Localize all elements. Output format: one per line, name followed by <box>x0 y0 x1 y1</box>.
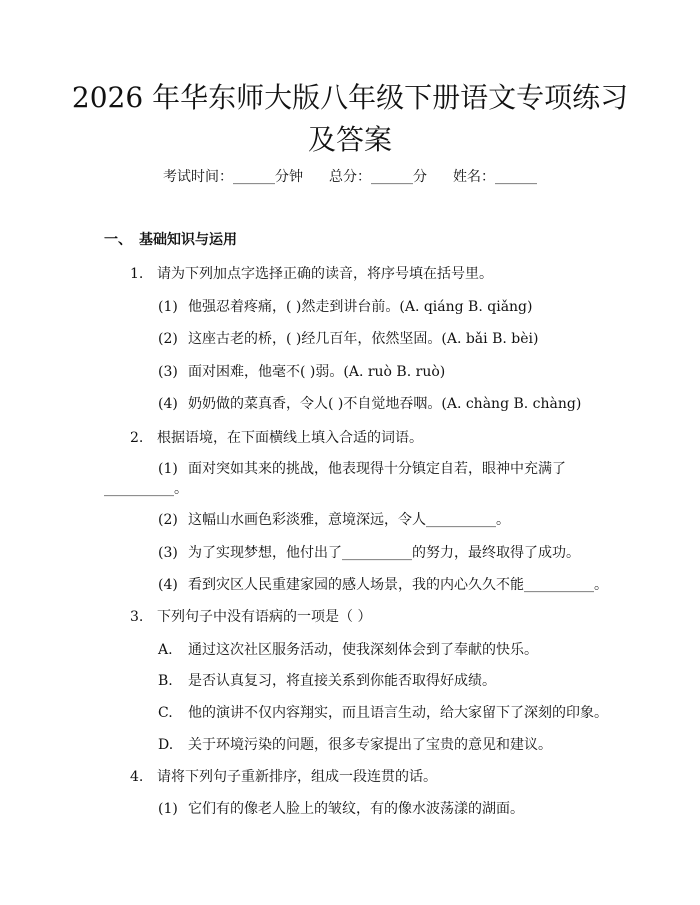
option-text: 是否认真复习，将直接关系到你能否取得好成绩。 <box>188 673 496 689</box>
sub-item <box>158 393 581 413</box>
question-text: 请将下列句子重新排序，组成一段连贯的话。 <box>157 769 437 785</box>
option-letter: B. <box>158 673 173 689</box>
question-text: 请为下列加点字选择正确的读音，将序号填在括号里。 <box>157 266 493 282</box>
question-number: 1. <box>130 266 144 282</box>
question-number: 4. <box>130 769 144 785</box>
question-number: 3. <box>130 609 144 625</box>
document-title-line-1: 2026 年华东师大版八年级下册语文专项练习 <box>71 81 629 114</box>
question-1 <box>130 263 493 283</box>
option-letter: D. <box>158 737 174 753</box>
document-title-line-2: 及答案 <box>307 123 392 156</box>
option-b <box>158 670 496 690</box>
sub-item-number: (1) <box>158 801 178 817</box>
option-a <box>158 639 538 659</box>
option-c <box>158 702 608 722</box>
question-text: 根据语境，在下面横线上填入合适的词语。 <box>157 430 423 446</box>
sub-item-text: 他强忍着疼痛，( )然走到讲台前。(A. qiáng B. qiǎng) <box>188 299 533 315</box>
option-text: 通过这次社区服务活动，使我深刻体会到了奉献的快乐。 <box>188 642 538 658</box>
student-name-field: 姓名：______ <box>453 169 537 185</box>
sub-item-number: (2) <box>158 331 178 347</box>
exam-info-row <box>0 166 700 186</box>
sub-item <box>158 361 445 381</box>
sub-item-text: 这座古老的桥，( )经几百年，依然坚固。(A. bǎi B. bèi) <box>188 331 539 347</box>
total-score-field: 总分：______分 <box>329 169 427 185</box>
sub-item-number: (1) <box>158 299 178 315</box>
sub-item <box>158 328 538 348</box>
sub-item-text: 奶奶做的菜真香，令人( )不自觉地吞咽。(A. chàng B. chàng) <box>188 396 582 412</box>
sub-item-text: 为了实现梦想，他付出了__________的努力，最终取得了成功。 <box>188 545 580 561</box>
sub-item <box>158 509 510 529</box>
option-letter: C. <box>158 705 173 721</box>
option-text: 他的演讲不仅内容翔实，而且语言生动，给大家留下了深刻的印象。 <box>188 705 608 721</box>
question-text: 下列句子中没有语病的一项是（ ） <box>157 609 372 625</box>
sub-item <box>158 458 566 478</box>
question-2 <box>130 427 423 447</box>
sub-item-number: (2) <box>158 512 178 528</box>
sub-item-number: (3) <box>158 364 178 380</box>
option-letter: A. <box>158 642 173 658</box>
sub-item-continuation: __________。 <box>104 481 188 497</box>
sub-item-number: (4) <box>158 577 178 593</box>
sub-item-text: 面对突如其来的挑战，他表现得十分镇定自若，眼神中充满了 <box>188 461 566 477</box>
section-title: 基础知识与运用 <box>139 232 237 248</box>
question-3 <box>130 606 371 626</box>
sub-item <box>158 542 580 562</box>
sub-item <box>158 296 532 316</box>
exam-time-field: 考试时间：______分钟 <box>163 169 303 185</box>
question-number: 2. <box>130 430 144 446</box>
option-d <box>158 734 552 754</box>
question-4 <box>130 766 437 786</box>
sub-item-number: (3) <box>158 545 178 561</box>
sub-item-text: 看到灾区人民重建家园的感人场景，我的内心久久不能__________。 <box>188 577 608 593</box>
sub-item <box>158 574 608 594</box>
option-text: 关于环境污染的问题，很多专家提出了宝贵的意见和建议。 <box>188 737 552 753</box>
sub-item-text: 这幅山水画色彩淡雅，意境深远，令人__________。 <box>188 512 510 528</box>
sub-item-number: (4) <box>158 396 178 412</box>
sub-item-text: 面对困难，他毫不( )弱。(A. ruò B. ruò) <box>188 364 446 380</box>
sub-item <box>158 798 524 818</box>
section-number: 一、 <box>104 232 132 248</box>
section-heading <box>104 229 237 249</box>
sub-item-number: (1) <box>158 461 178 477</box>
sub-item-text: 它们有的像老人脸上的皱纹，有的像水波荡漾的湖面。 <box>188 801 524 817</box>
